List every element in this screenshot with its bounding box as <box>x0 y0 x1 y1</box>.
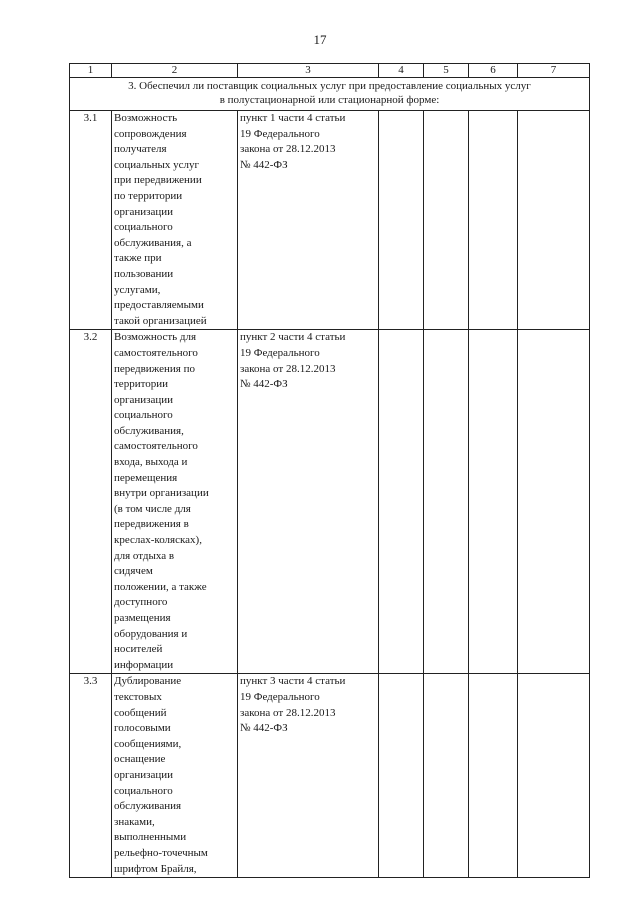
empty-cell <box>518 674 590 878</box>
row-number: 3.2 <box>70 330 112 674</box>
row-law-reference: пункт 1 части 4 статьи 19 Федерального закона от 28.12.2013 № 442-ФЗ <box>238 111 379 330</box>
requirements-table <box>69 63 590 878</box>
section-heading-row <box>70 78 590 111</box>
row-description: Возможность сопровождения получателя социальных услуг при передвижении по территории организации социального обслуживания, а также при пользовании услугами, предоставляемыми такой организацией <box>112 111 238 330</box>
empty-cell <box>469 111 518 330</box>
column-number: 1 <box>70 64 112 78</box>
row-law-reference: пункт 2 части 4 статьи 19 Федерального закона от 28.12.2013 № 442-ФЗ <box>238 330 379 674</box>
column-number: 7 <box>518 64 590 78</box>
empty-cell <box>379 330 424 674</box>
table-row <box>70 111 590 330</box>
column-number: 3 <box>238 64 379 78</box>
row-law-reference: пункт 3 части 4 статьи 19 Федерального закона от 28.12.2013 № 442-ФЗ <box>238 674 379 878</box>
section-title: 3. Обеспечил ли поставщик социальных услуг при предоставление социальных услуг в полустационарной или стационарной форме: <box>70 78 590 111</box>
column-number-row <box>70 64 590 78</box>
empty-cell <box>518 330 590 674</box>
empty-cell <box>424 330 469 674</box>
empty-cell <box>379 111 424 330</box>
row-description: Дублирование текстовых сообщений голосовыми сообщениями, оснащение организации социального обслуживания знаками, выполненными рельефно-точечным шрифтом Брайля, <box>112 674 238 878</box>
row-number: 3.1 <box>70 111 112 330</box>
column-number: 2 <box>112 64 238 78</box>
page-number: 17 <box>313 32 327 47</box>
row-description: Возможность для самостоятельного передвижения по территории организации социального обслуживания, самостоятельного входа, выхода и перемещения внутри организации (в том числе для передвижения в креслах-колясках), для отдыха в сидячем положении, а также доступного размещения оборудования и носителей информации <box>112 330 238 674</box>
row-number: 3.3 <box>70 674 112 878</box>
table-row <box>70 674 590 878</box>
column-number: 5 <box>424 64 469 78</box>
empty-cell <box>469 674 518 878</box>
empty-cell <box>424 111 469 330</box>
column-number: 4 <box>379 64 424 78</box>
empty-cell <box>424 674 469 878</box>
empty-cell <box>518 111 590 330</box>
table-row <box>70 330 590 674</box>
empty-cell <box>379 674 424 878</box>
column-number: 6 <box>469 64 518 78</box>
empty-cell <box>469 330 518 674</box>
